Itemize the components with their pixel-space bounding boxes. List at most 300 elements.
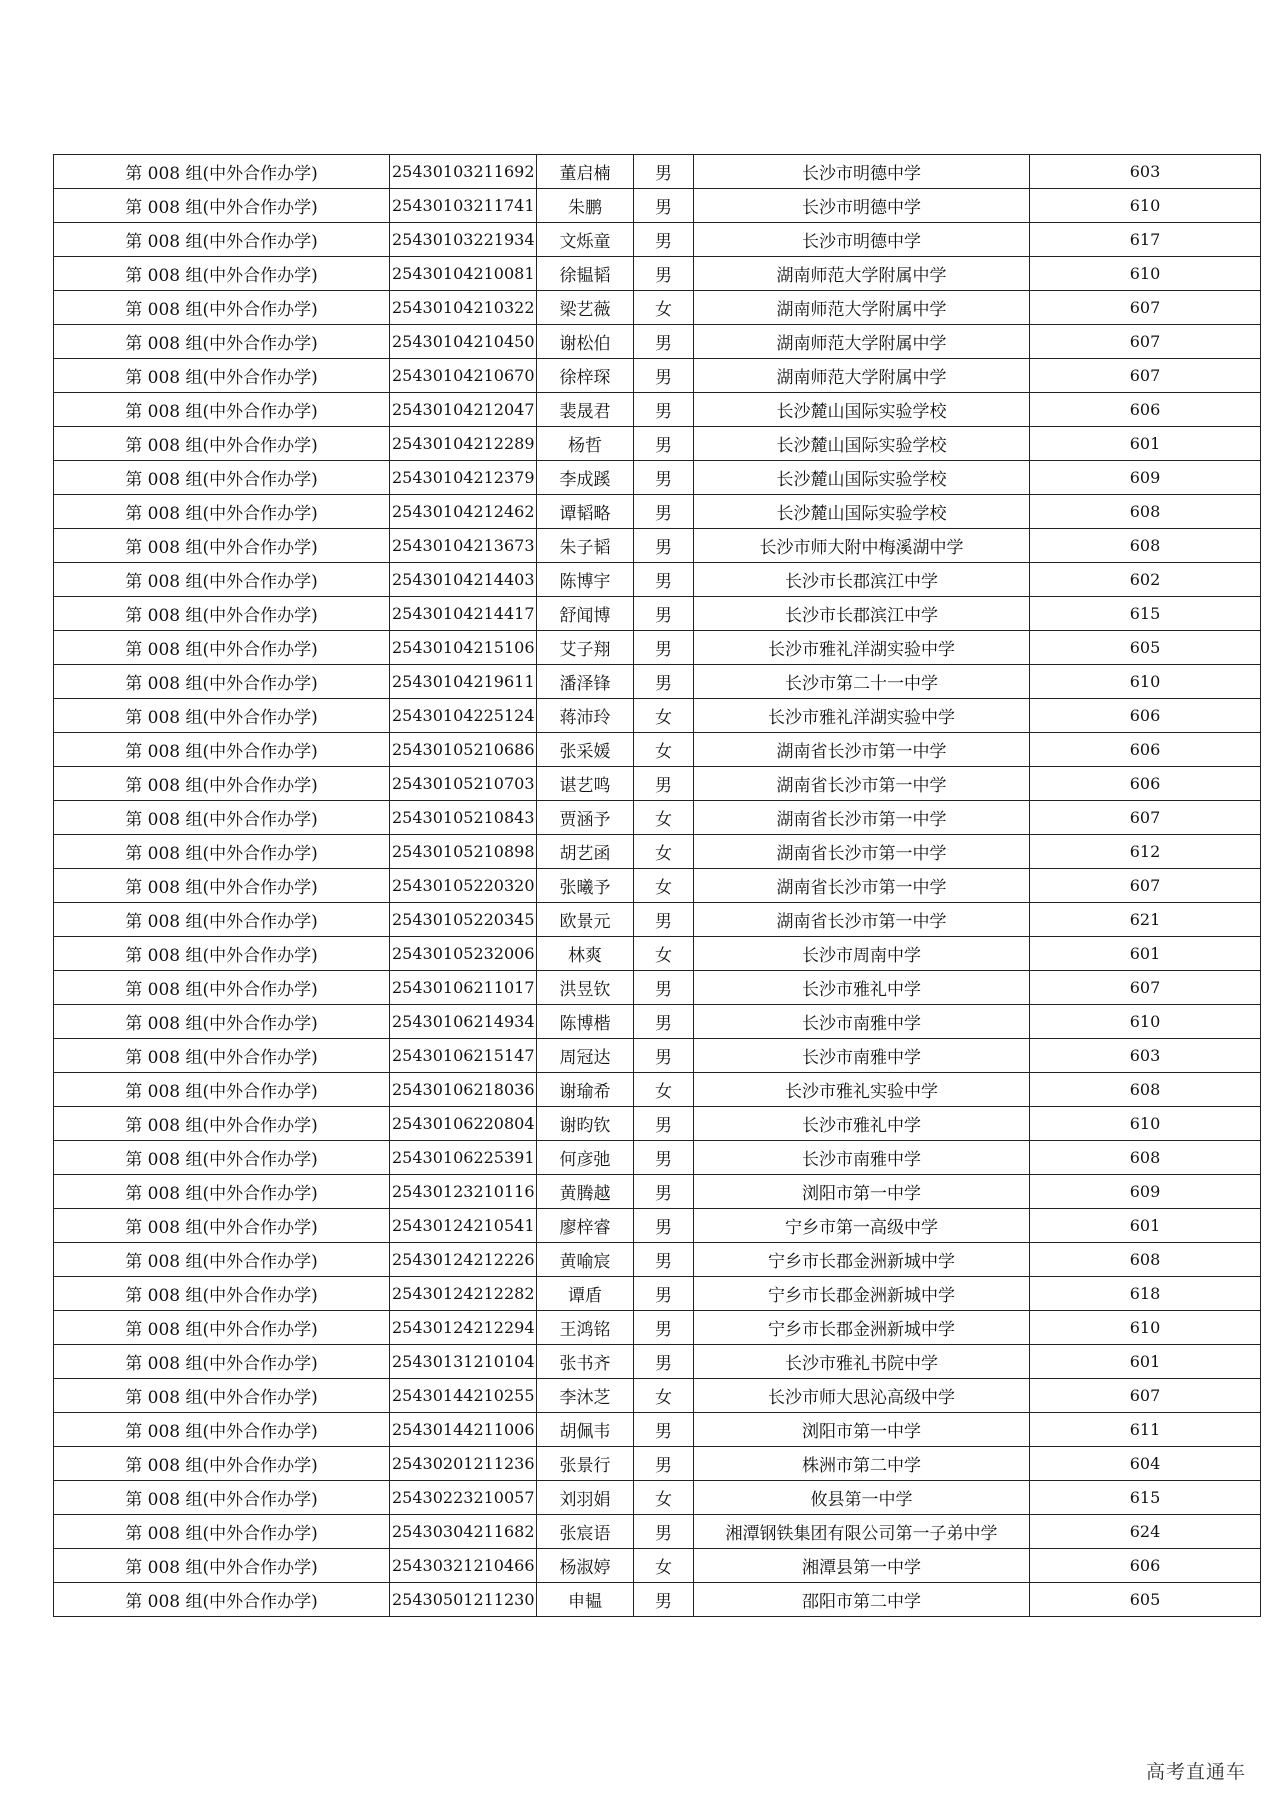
school-cell: 长沙麓山国际实验学校 — [694, 393, 1030, 427]
school-cell: 长沙市第二十一中学 — [694, 665, 1030, 699]
school-cell: 长沙麓山国际实验学校 — [694, 427, 1030, 461]
table-row — [54, 1107, 1261, 1141]
student-name-cell: 潘泽锋 — [537, 665, 634, 699]
group-cell: 第 008 组(中外合作办学) — [54, 291, 390, 325]
gender-cell: 女 — [634, 1481, 694, 1515]
score-cell: 603 — [1030, 1039, 1261, 1073]
score-cell: 615 — [1030, 1481, 1261, 1515]
candidate-id-cell: 25430104210670 — [390, 359, 537, 393]
student-name-cell: 谭韬略 — [537, 495, 634, 529]
student-name-cell: 徐韫韬 — [537, 257, 634, 291]
candidate-id-cell: 25430103211741 — [390, 189, 537, 223]
school-cell: 长沙市雅礼洋湖实验中学 — [694, 699, 1030, 733]
admission-table-body — [54, 155, 1261, 1617]
student-name-cell: 梁艺薇 — [537, 291, 634, 325]
student-name-cell: 朱子韬 — [537, 529, 634, 563]
group-cell: 第 008 组(中外合作办学) — [54, 563, 390, 597]
table-row — [54, 1345, 1261, 1379]
gender-cell: 男 — [634, 1005, 694, 1039]
candidate-id-cell: 25430104213673 — [390, 529, 537, 563]
gender-cell: 男 — [634, 189, 694, 223]
student-name-cell: 杨哲 — [537, 427, 634, 461]
score-cell: 607 — [1030, 1379, 1261, 1413]
gender-cell: 男 — [634, 971, 694, 1005]
candidate-id-cell: 25430106225391 — [390, 1141, 537, 1175]
gender-cell: 男 — [634, 1447, 694, 1481]
group-cell: 第 008 组(中外合作办学) — [54, 1447, 390, 1481]
group-cell: 第 008 组(中外合作办学) — [54, 495, 390, 529]
table-row — [54, 699, 1261, 733]
school-cell: 浏阳市第一中学 — [694, 1413, 1030, 1447]
gender-cell: 男 — [634, 1583, 694, 1617]
gender-cell: 女 — [634, 733, 694, 767]
candidate-id-cell: 25430104214403 — [390, 563, 537, 597]
school-cell: 长沙市雅礼书院中学 — [694, 1345, 1030, 1379]
gender-cell: 男 — [634, 1175, 694, 1209]
student-name-cell: 何彦弛 — [537, 1141, 634, 1175]
score-cell: 605 — [1030, 1583, 1261, 1617]
group-cell: 第 008 组(中外合作办学) — [54, 1379, 390, 1413]
student-name-cell: 董启楠 — [537, 155, 634, 189]
school-cell: 湖南省长沙市第一中学 — [694, 903, 1030, 937]
candidate-id-cell: 25430106214934 — [390, 1005, 537, 1039]
gender-cell: 女 — [634, 869, 694, 903]
candidate-id-cell: 25430106220804 — [390, 1107, 537, 1141]
gender-cell: 女 — [634, 1379, 694, 1413]
school-cell: 湘潭县第一中学 — [694, 1549, 1030, 1583]
school-cell: 湖南省长沙市第一中学 — [694, 835, 1030, 869]
table-row — [54, 1413, 1261, 1447]
candidate-id-cell: 25430103211692 — [390, 155, 537, 189]
table-row — [54, 1039, 1261, 1073]
table-row — [54, 631, 1261, 665]
student-name-cell: 廖梓睿 — [537, 1209, 634, 1243]
school-cell: 长沙市南雅中学 — [694, 1141, 1030, 1175]
group-cell: 第 008 组(中外合作办学) — [54, 903, 390, 937]
school-cell: 湖南师范大学附属中学 — [694, 257, 1030, 291]
student-name-cell: 胡艺函 — [537, 835, 634, 869]
candidate-id-cell: 25430321210466 — [390, 1549, 537, 1583]
school-cell: 长沙市雅礼洋湖实验中学 — [694, 631, 1030, 665]
candidate-id-cell: 25430201211236 — [390, 1447, 537, 1481]
score-cell: 606 — [1030, 733, 1261, 767]
school-cell: 湖南省长沙市第一中学 — [694, 733, 1030, 767]
group-cell: 第 008 组(中外合作办学) — [54, 257, 390, 291]
candidate-id-cell: 25430105210686 — [390, 733, 537, 767]
table-row — [54, 1005, 1261, 1039]
student-name-cell: 张书齐 — [537, 1345, 634, 1379]
score-cell: 610 — [1030, 1107, 1261, 1141]
table-row — [54, 835, 1261, 869]
student-name-cell: 申韫 — [537, 1583, 634, 1617]
school-cell: 长沙麓山国际实验学校 — [694, 461, 1030, 495]
score-cell: 609 — [1030, 461, 1261, 495]
group-cell: 第 008 组(中外合作办学) — [54, 597, 390, 631]
score-cell: 608 — [1030, 1141, 1261, 1175]
gender-cell: 女 — [634, 1549, 694, 1583]
score-cell: 611 — [1030, 1413, 1261, 1447]
group-cell: 第 008 组(中外合作办学) — [54, 393, 390, 427]
table-row — [54, 257, 1261, 291]
table-row — [54, 223, 1261, 257]
candidate-id-cell: 25430131210104 — [390, 1345, 537, 1379]
score-cell: 609 — [1030, 1175, 1261, 1209]
group-cell: 第 008 组(中外合作办学) — [54, 1549, 390, 1583]
table-row — [54, 1311, 1261, 1345]
school-cell: 长沙市长郡滨江中学 — [694, 597, 1030, 631]
gender-cell: 女 — [634, 1073, 694, 1107]
school-cell: 湖南省长沙市第一中学 — [694, 869, 1030, 903]
score-cell: 607 — [1030, 869, 1261, 903]
school-cell: 湖南师范大学附属中学 — [694, 325, 1030, 359]
table-row — [54, 359, 1261, 393]
school-cell: 湖南师范大学附属中学 — [694, 359, 1030, 393]
score-cell: 606 — [1030, 1549, 1261, 1583]
group-cell: 第 008 组(中外合作办学) — [54, 1413, 390, 1447]
score-cell: 608 — [1030, 1243, 1261, 1277]
school-cell: 宁乡市长郡金洲新城中学 — [694, 1311, 1030, 1345]
candidate-id-cell: 25430501211230 — [390, 1583, 537, 1617]
table-row — [54, 1583, 1261, 1617]
group-cell: 第 008 组(中外合作办学) — [54, 359, 390, 393]
student-name-cell: 林爽 — [537, 937, 634, 971]
gender-cell: 女 — [634, 835, 694, 869]
gender-cell: 男 — [634, 427, 694, 461]
group-cell: 第 008 组(中外合作办学) — [54, 699, 390, 733]
score-cell: 610 — [1030, 1005, 1261, 1039]
candidate-id-cell: 25430104210322 — [390, 291, 537, 325]
school-cell: 宁乡市长郡金洲新城中学 — [694, 1277, 1030, 1311]
table-row — [54, 1141, 1261, 1175]
candidate-id-cell: 25430124212282 — [390, 1277, 537, 1311]
score-cell: 608 — [1030, 495, 1261, 529]
score-cell: 601 — [1030, 1345, 1261, 1379]
table-row — [54, 971, 1261, 1005]
score-cell: 601 — [1030, 1209, 1261, 1243]
gender-cell: 男 — [634, 1345, 694, 1379]
school-cell: 长沙市南雅中学 — [694, 1005, 1030, 1039]
student-name-cell: 朱鹏 — [537, 189, 634, 223]
student-name-cell: 刘羽娟 — [537, 1481, 634, 1515]
table-row — [54, 325, 1261, 359]
student-name-cell: 李沐芝 — [537, 1379, 634, 1413]
table-row — [54, 869, 1261, 903]
score-cell: 610 — [1030, 189, 1261, 223]
group-cell: 第 008 组(中外合作办学) — [54, 801, 390, 835]
gender-cell: 男 — [634, 393, 694, 427]
student-name-cell: 裴晟君 — [537, 393, 634, 427]
candidate-id-cell: 25430104212047 — [390, 393, 537, 427]
student-name-cell: 欧景元 — [537, 903, 634, 937]
group-cell: 第 008 组(中外合作办学) — [54, 1073, 390, 1107]
group-cell: 第 008 组(中外合作办学) — [54, 1481, 390, 1515]
student-name-cell: 贾涵予 — [537, 801, 634, 835]
table-row — [54, 1481, 1261, 1515]
score-cell: 610 — [1030, 257, 1261, 291]
group-cell: 第 008 组(中外合作办学) — [54, 937, 390, 971]
school-cell: 长沙市师大附中梅溪湖中学 — [694, 529, 1030, 563]
school-cell: 长沙市南雅中学 — [694, 1039, 1030, 1073]
student-name-cell: 陈博楷 — [537, 1005, 634, 1039]
group-cell: 第 008 组(中外合作办学) — [54, 1515, 390, 1549]
gender-cell: 男 — [634, 325, 694, 359]
table-row — [54, 733, 1261, 767]
score-cell: 601 — [1030, 937, 1261, 971]
group-cell: 第 008 组(中外合作办学) — [54, 665, 390, 699]
candidate-id-cell: 25430104215106 — [390, 631, 537, 665]
candidate-id-cell: 25430104214417 — [390, 597, 537, 631]
candidate-id-cell: 25430144211006 — [390, 1413, 537, 1447]
candidate-id-cell: 25430124210541 — [390, 1209, 537, 1243]
score-cell: 606 — [1030, 699, 1261, 733]
group-cell: 第 008 组(中外合作办学) — [54, 1311, 390, 1345]
score-cell: 615 — [1030, 597, 1261, 631]
table-row — [54, 291, 1261, 325]
group-cell: 第 008 组(中外合作办学) — [54, 1175, 390, 1209]
gender-cell: 男 — [634, 257, 694, 291]
school-cell: 宁乡市第一高级中学 — [694, 1209, 1030, 1243]
school-cell: 湖南师范大学附属中学 — [694, 291, 1030, 325]
candidate-id-cell: 25430106215147 — [390, 1039, 537, 1073]
table-row — [54, 801, 1261, 835]
group-cell: 第 008 组(中外合作办学) — [54, 529, 390, 563]
candidate-id-cell: 25430105220345 — [390, 903, 537, 937]
gender-cell: 男 — [634, 359, 694, 393]
school-cell: 长沙市雅礼中学 — [694, 1107, 1030, 1141]
student-name-cell: 谌艺鸣 — [537, 767, 634, 801]
group-cell: 第 008 组(中外合作办学) — [54, 869, 390, 903]
school-cell: 湖南省长沙市第一中学 — [694, 801, 1030, 835]
gender-cell: 男 — [634, 631, 694, 665]
school-cell: 湘潭钢铁集团有限公司第一子弟中学 — [694, 1515, 1030, 1549]
gender-cell: 男 — [634, 461, 694, 495]
score-cell: 612 — [1030, 835, 1261, 869]
table-row — [54, 1243, 1261, 1277]
student-name-cell: 张宸语 — [537, 1515, 634, 1549]
gender-cell: 男 — [634, 1209, 694, 1243]
gender-cell: 男 — [634, 1277, 694, 1311]
student-name-cell: 李成蹊 — [537, 461, 634, 495]
candidate-id-cell: 25430104212462 — [390, 495, 537, 529]
student-name-cell: 王鸿铭 — [537, 1311, 634, 1345]
score-cell: 607 — [1030, 325, 1261, 359]
gender-cell: 男 — [634, 1243, 694, 1277]
group-cell: 第 008 组(中外合作办学) — [54, 155, 390, 189]
table-row — [54, 1209, 1261, 1243]
candidate-id-cell: 25430105210703 — [390, 767, 537, 801]
table-row — [54, 1379, 1261, 1413]
table-row — [54, 529, 1261, 563]
student-name-cell: 张采媛 — [537, 733, 634, 767]
score-cell: 624 — [1030, 1515, 1261, 1549]
table-row — [54, 1073, 1261, 1107]
gender-cell: 男 — [634, 223, 694, 257]
candidate-id-cell: 25430103221934 — [390, 223, 537, 257]
school-cell: 长沙市雅礼实验中学 — [694, 1073, 1030, 1107]
student-name-cell: 陈博宇 — [537, 563, 634, 597]
candidate-id-cell: 25430105210898 — [390, 835, 537, 869]
student-name-cell: 舒闻博 — [537, 597, 634, 631]
student-name-cell: 黄腾越 — [537, 1175, 634, 1209]
school-cell: 长沙麓山国际实验学校 — [694, 495, 1030, 529]
candidate-id-cell: 25430144210255 — [390, 1379, 537, 1413]
score-cell: 607 — [1030, 291, 1261, 325]
group-cell: 第 008 组(中外合作办学) — [54, 1209, 390, 1243]
student-name-cell: 蒋沛玲 — [537, 699, 634, 733]
school-cell: 宁乡市长郡金洲新城中学 — [694, 1243, 1030, 1277]
student-name-cell: 谢松伯 — [537, 325, 634, 359]
gender-cell: 男 — [634, 1039, 694, 1073]
school-cell: 长沙市明德中学 — [694, 189, 1030, 223]
student-name-cell: 洪昱钦 — [537, 971, 634, 1005]
gender-cell: 男 — [634, 903, 694, 937]
student-name-cell: 周冠达 — [537, 1039, 634, 1073]
group-cell: 第 008 组(中外合作办学) — [54, 1583, 390, 1617]
gender-cell: 男 — [634, 1107, 694, 1141]
school-cell: 攸县第一中学 — [694, 1481, 1030, 1515]
score-cell: 621 — [1030, 903, 1261, 937]
student-name-cell: 谭盾 — [537, 1277, 634, 1311]
student-name-cell: 徐梓琛 — [537, 359, 634, 393]
school-cell: 长沙市周南中学 — [694, 937, 1030, 971]
candidate-id-cell: 25430104219611 — [390, 665, 537, 699]
gender-cell: 男 — [634, 155, 694, 189]
candidate-id-cell: 25430104210450 — [390, 325, 537, 359]
gender-cell: 女 — [634, 937, 694, 971]
student-name-cell: 谢瑜希 — [537, 1073, 634, 1107]
group-cell: 第 008 组(中外合作办学) — [54, 1277, 390, 1311]
gender-cell: 男 — [634, 495, 694, 529]
table-row — [54, 903, 1261, 937]
candidate-id-cell: 25430105232006 — [390, 937, 537, 971]
group-cell: 第 008 组(中外合作办学) — [54, 1345, 390, 1379]
school-cell: 长沙市明德中学 — [694, 155, 1030, 189]
score-cell: 603 — [1030, 155, 1261, 189]
student-name-cell: 谢昀钦 — [537, 1107, 634, 1141]
candidate-id-cell: 25430106218036 — [390, 1073, 537, 1107]
score-cell: 605 — [1030, 631, 1261, 665]
score-cell: 601 — [1030, 427, 1261, 461]
table-row — [54, 767, 1261, 801]
table-row — [54, 563, 1261, 597]
gender-cell: 女 — [634, 801, 694, 835]
group-cell: 第 008 组(中外合作办学) — [54, 325, 390, 359]
candidate-id-cell: 25430106211017 — [390, 971, 537, 1005]
candidate-id-cell: 25430104225124 — [390, 699, 537, 733]
school-cell: 长沙市师大思沁高级中学 — [694, 1379, 1030, 1413]
school-cell: 湖南省长沙市第一中学 — [694, 767, 1030, 801]
score-cell: 607 — [1030, 801, 1261, 835]
candidate-id-cell: 25430104212289 — [390, 427, 537, 461]
group-cell: 第 008 组(中外合作办学) — [54, 1005, 390, 1039]
school-cell: 株洲市第二中学 — [694, 1447, 1030, 1481]
school-cell: 长沙市长郡滨江中学 — [694, 563, 1030, 597]
group-cell: 第 008 组(中外合作办学) — [54, 189, 390, 223]
gender-cell: 男 — [634, 767, 694, 801]
watermark-text: 高考直通车 — [1145, 1761, 1246, 1783]
candidate-id-cell: 25430124212226 — [390, 1243, 537, 1277]
table-row — [54, 1515, 1261, 1549]
table-row — [54, 393, 1261, 427]
gender-cell: 男 — [634, 1311, 694, 1345]
student-name-cell: 艾子翔 — [537, 631, 634, 665]
group-cell: 第 008 组(中外合作办学) — [54, 631, 390, 665]
table-row — [54, 427, 1261, 461]
student-name-cell: 杨淑婷 — [537, 1549, 634, 1583]
table-row — [54, 155, 1261, 189]
gender-cell: 女 — [634, 291, 694, 325]
score-cell: 606 — [1030, 767, 1261, 801]
table-row — [54, 1277, 1261, 1311]
group-cell: 第 008 组(中外合作办学) — [54, 1107, 390, 1141]
table-row — [54, 597, 1261, 631]
table-row — [54, 937, 1261, 971]
group-cell: 第 008 组(中外合作办学) — [54, 971, 390, 1005]
student-name-cell: 黄喻宸 — [537, 1243, 634, 1277]
score-cell: 607 — [1030, 359, 1261, 393]
group-cell: 第 008 组(中外合作办学) — [54, 1243, 390, 1277]
gender-cell: 男 — [634, 529, 694, 563]
admission-table — [53, 154, 1261, 1617]
table-row — [54, 189, 1261, 223]
group-cell: 第 008 组(中外合作办学) — [54, 767, 390, 801]
score-cell: 602 — [1030, 563, 1261, 597]
group-cell: 第 008 组(中外合作办学) — [54, 461, 390, 495]
score-cell: 604 — [1030, 1447, 1261, 1481]
student-name-cell: 文烁童 — [537, 223, 634, 257]
table-row — [54, 665, 1261, 699]
school-cell: 长沙市明德中学 — [694, 223, 1030, 257]
score-cell: 618 — [1030, 1277, 1261, 1311]
table-row — [54, 495, 1261, 529]
table-row — [54, 461, 1261, 495]
gender-cell: 男 — [634, 597, 694, 631]
score-cell: 610 — [1030, 1311, 1261, 1345]
gender-cell: 女 — [634, 699, 694, 733]
gender-cell: 男 — [634, 665, 694, 699]
group-cell: 第 008 组(中外合作办学) — [54, 835, 390, 869]
gender-cell: 男 — [634, 563, 694, 597]
group-cell: 第 008 组(中外合作办学) — [54, 733, 390, 767]
school-cell: 长沙市雅礼中学 — [694, 971, 1030, 1005]
gender-cell: 男 — [634, 1413, 694, 1447]
candidate-id-cell: 25430104210081 — [390, 257, 537, 291]
candidate-id-cell: 25430223210057 — [390, 1481, 537, 1515]
group-cell: 第 008 组(中外合作办学) — [54, 427, 390, 461]
gender-cell: 男 — [634, 1515, 694, 1549]
table-row — [54, 1549, 1261, 1583]
candidate-id-cell: 25430123210116 — [390, 1175, 537, 1209]
group-cell: 第 008 组(中外合作办学) — [54, 1039, 390, 1073]
group-cell: 第 008 组(中外合作办学) — [54, 223, 390, 257]
student-name-cell: 张景行 — [537, 1447, 634, 1481]
score-cell: 608 — [1030, 529, 1261, 563]
school-cell: 浏阳市第一中学 — [694, 1175, 1030, 1209]
candidate-id-cell: 25430105220320 — [390, 869, 537, 903]
score-cell: 608 — [1030, 1073, 1261, 1107]
score-cell: 610 — [1030, 665, 1261, 699]
score-cell: 606 — [1030, 393, 1261, 427]
table-row — [54, 1175, 1261, 1209]
gender-cell: 男 — [634, 1141, 694, 1175]
candidate-id-cell: 25430304211682 — [390, 1515, 537, 1549]
score-cell: 617 — [1030, 223, 1261, 257]
candidate-id-cell: 25430104212379 — [390, 461, 537, 495]
table-row — [54, 1447, 1261, 1481]
group-cell: 第 008 组(中外合作办学) — [54, 1141, 390, 1175]
candidate-id-cell: 25430124212294 — [390, 1311, 537, 1345]
student-name-cell: 张曦予 — [537, 869, 634, 903]
